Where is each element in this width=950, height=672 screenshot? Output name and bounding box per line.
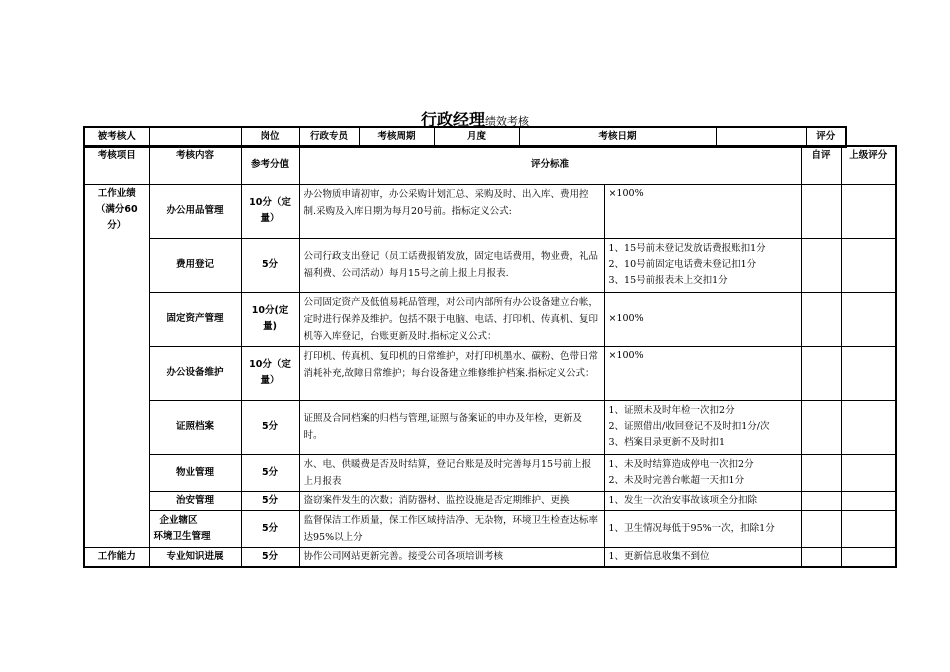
superior-score-cell[interactable] [841, 238, 896, 292]
row-content: 固定资产管理 [149, 292, 241, 346]
appraisal-body-table [83, 145, 897, 568]
row-standard: 盗窃案件发生的次数；消防器材、监控设施是否定期维护、更换 [299, 491, 604, 510]
row-content: 专业知识进展 [149, 547, 241, 567]
row-rule: ×100% [604, 184, 801, 238]
row-content: 费用登记 [149, 238, 241, 292]
title-main: 行政经理 [420, 110, 485, 129]
row-standard: 证照及合同档案的归档与管理,证照与备案证的申办及年检，更新及时。 [299, 400, 604, 454]
row-standard: 公司固定资产及低值易耗品管理，对公司内部所有办公设备建立台帐，定时进行保养及维护。包括不限于电脑、电话、打印机、传真机、复印机等入库登记，台账更新及时.指标定义公式： [299, 292, 604, 346]
self-score-cell[interactable] [801, 400, 841, 454]
row-standard: 监督保洁工作质量，保工作区域持洁净、无杂物，环境卫生检查达标率达95%以上分 [299, 510, 604, 547]
date-label: 考核日期 [519, 127, 716, 147]
table-row [84, 491, 896, 510]
row-standard: 打印机、传真机、复印机的日常维护，对打印机墨水、碳粉、色带日常消耗补充,故障日常维护；每台设备建立维修维护档案.指标定义公式： [299, 346, 604, 400]
table-row [84, 184, 896, 238]
position-label: 岗位 [241, 127, 299, 147]
row-score: 5分 [241, 547, 299, 567]
self-score-cell[interactable] [801, 292, 841, 346]
self-score-cell[interactable] [801, 547, 841, 567]
score-label: 评分 [806, 127, 846, 147]
table-row [84, 238, 896, 292]
table-row [84, 292, 896, 346]
row-content: 治安管理 [149, 491, 241, 510]
row-content: 物业管理 [149, 454, 241, 491]
self-score-cell[interactable] [801, 491, 841, 510]
section-ability: 工作能力 [84, 547, 149, 567]
self-score-cell[interactable] [801, 238, 841, 292]
row-rule: 1、15号前未登记发放话费报账扣1分 2、10号前固定电话费未登记扣1分 3、15号前报表未上交扣1分 [604, 238, 801, 292]
header-row-1 [84, 127, 846, 147]
row-rule: 1、更新信息收集不到位 [604, 547, 801, 567]
period-label: 考核周期 [359, 127, 434, 147]
row-rule: ×100% [604, 346, 801, 400]
row-standard: 公司行政支出登记（员工话费报销发放，固定电话费用，物业费，礼品福利费、公司活动）每月15号之前上报上月报表. [299, 238, 604, 292]
position-value: 行政专员 [299, 127, 359, 147]
row-content: 办公用品管理 [149, 184, 241, 238]
title-suffix: 绩效考核 [485, 115, 529, 128]
header-row-2 [84, 146, 896, 184]
row-content: 证照档案 [149, 400, 241, 454]
row-standard: 协作公司网站更新完善。接受公司各项培训考核 [299, 547, 604, 567]
row-rule: 1、卫生情况每低于95%一次，扣除1分 [604, 510, 801, 547]
row-content-line2: 环境卫生管理 [153, 530, 211, 542]
superior-score-cell[interactable] [841, 491, 896, 510]
table-row [84, 547, 896, 567]
superior-score-cell[interactable] [841, 547, 896, 567]
period-value: 月度 [434, 127, 519, 147]
content-label: 考核内容 [149, 146, 241, 184]
row-rule: ×100% [604, 292, 801, 346]
self-score-label: 自评 [801, 146, 841, 184]
superior-score-cell[interactable] [841, 454, 896, 491]
row-standard: 水、电、供暖费是否及时结算，登记台账是及时完善每月15号前上报上月报表 [299, 454, 604, 491]
superior-score-cell[interactable] [841, 184, 896, 238]
self-score-cell[interactable] [801, 346, 841, 400]
superior-score-cell[interactable] [841, 346, 896, 400]
table-row [84, 346, 896, 400]
table-row [84, 510, 896, 547]
superior-score-cell[interactable] [841, 510, 896, 547]
row-rule: 1、证照未及时年检一次扣2分 2、证照借出/收回登记不及时扣1分/次 3、档案目录更新不及时扣1 [604, 400, 801, 454]
table-row [84, 454, 896, 491]
section-performance: 工作业绩（满分60分） [84, 184, 149, 547]
superior-score-cell[interactable] [841, 400, 896, 454]
self-score-cell[interactable] [801, 184, 841, 238]
item-label: 考核项目 [84, 146, 149, 184]
criteria-label: 评分标准 [299, 146, 801, 184]
row-score: 10分（定量） [241, 346, 299, 400]
examinee-value[interactable] [149, 127, 241, 147]
row-score: 5分 [241, 238, 299, 292]
row-score: 5分 [241, 510, 299, 547]
superior-score-cell[interactable] [841, 292, 896, 346]
row-standard: 办公物质申请初审，办公采购计划汇总、采购及时、出入库、费用控制.采购及入库日期为每月20号前。指标定义公式: [299, 184, 604, 238]
row-rule: 1、发生一次治安事故该项全分扣除 [604, 491, 801, 510]
row-score: 5分 [241, 491, 299, 510]
row-score: 5分 [241, 400, 299, 454]
ref-score-label: 参考分值 [241, 146, 299, 184]
row-rule: 1、未及时结算造成停电一次扣2分 2、未及时完善台帐超一天扣1分 [604, 454, 801, 491]
row-content: 办公设备维护 [149, 346, 241, 400]
superior-score-label: 上级评分 [841, 146, 896, 184]
row-score: 10分（定量） [241, 184, 299, 238]
self-score-cell[interactable] [801, 510, 841, 547]
table-row [84, 400, 896, 454]
row-score: 5分 [241, 454, 299, 491]
self-score-cell[interactable] [801, 454, 841, 491]
row-score: 10分(定量) [241, 292, 299, 346]
row-content [149, 510, 241, 547]
row-content-line1: 企业辖区 [159, 514, 198, 526]
examinee-label: 被考核人 [84, 127, 149, 147]
date-value[interactable] [716, 127, 806, 147]
